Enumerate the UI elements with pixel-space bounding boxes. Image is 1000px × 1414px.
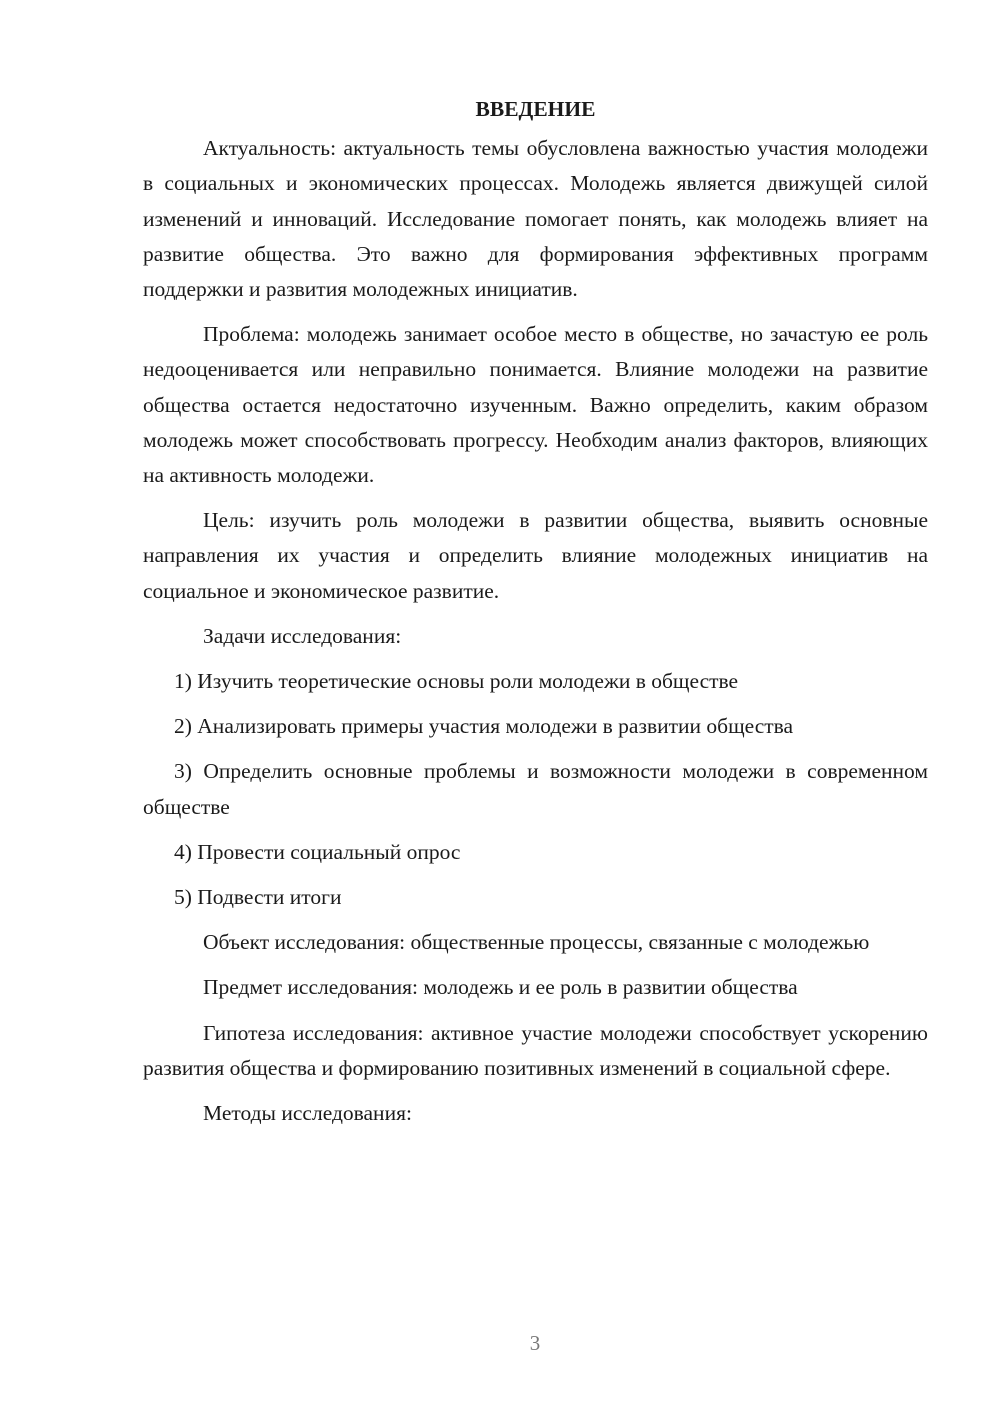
task-item: 3) Определить основные проблемы и возможности молодежи в современном обществе <box>143 759 928 819</box>
tasks-heading: Задачи исследования: <box>203 623 402 648</box>
problem-paragraph: Проблема: молодежь занимает особое место в обществе, но зачастую ее роль недооценивается или неправильно понимается. Влияние молодежи на развитие общества остается недостаточно изученным. Важно определить, каким образом молодежь может способствовать прогрессу. Необходим анализ факторов, влияющих на активность молодежи. <box>143 322 928 488</box>
task-item: 2) Анализировать примеры участия молодежи в развитии общества <box>174 714 794 739</box>
relevance-paragraph: Актуальность: актуальность темы обусловлена важностью участия молодежи в социальных и экономических процессах. Молодежь является движущей силой изменений и инноваций. Исследование помогает понять, как молодежь влияет на развитие общества. Это важно для формирования эффективных программ поддержки и развития молодежных инициатив. <box>143 136 928 302</box>
object-paragraph: Объект исследования: общественные процессы, связанные с молодежью <box>203 930 870 955</box>
section-title: ВВЕДЕНИЕ <box>475 97 596 121</box>
task-item: 5) Подвести итоги <box>174 885 342 910</box>
methods-heading: Методы исследования: <box>203 1101 412 1126</box>
page-number: 3 <box>529 1331 541 1355</box>
subject-paragraph: Предмет исследования: молодежь и ее роль в развитии общества <box>203 975 798 1000</box>
document-page <box>143 92 928 1141</box>
task-item: 1) Изучить теоретические основы роли молодежи в обществе <box>174 669 739 694</box>
task-item: 4) Провести социальный опрос <box>174 839 461 864</box>
hypothesis-paragraph: Гипотеза исследования: активное участие молодежи способствует ускорению развития общества и формированию позитивных изменений в социальной сфере. <box>143 1020 928 1080</box>
goal-paragraph: Цель: изучить роль молодежи в развитии общества, выявить основные направления их участия и определить влияние молодежных инициатив на социальное и экономическое развитие. <box>143 508 928 603</box>
